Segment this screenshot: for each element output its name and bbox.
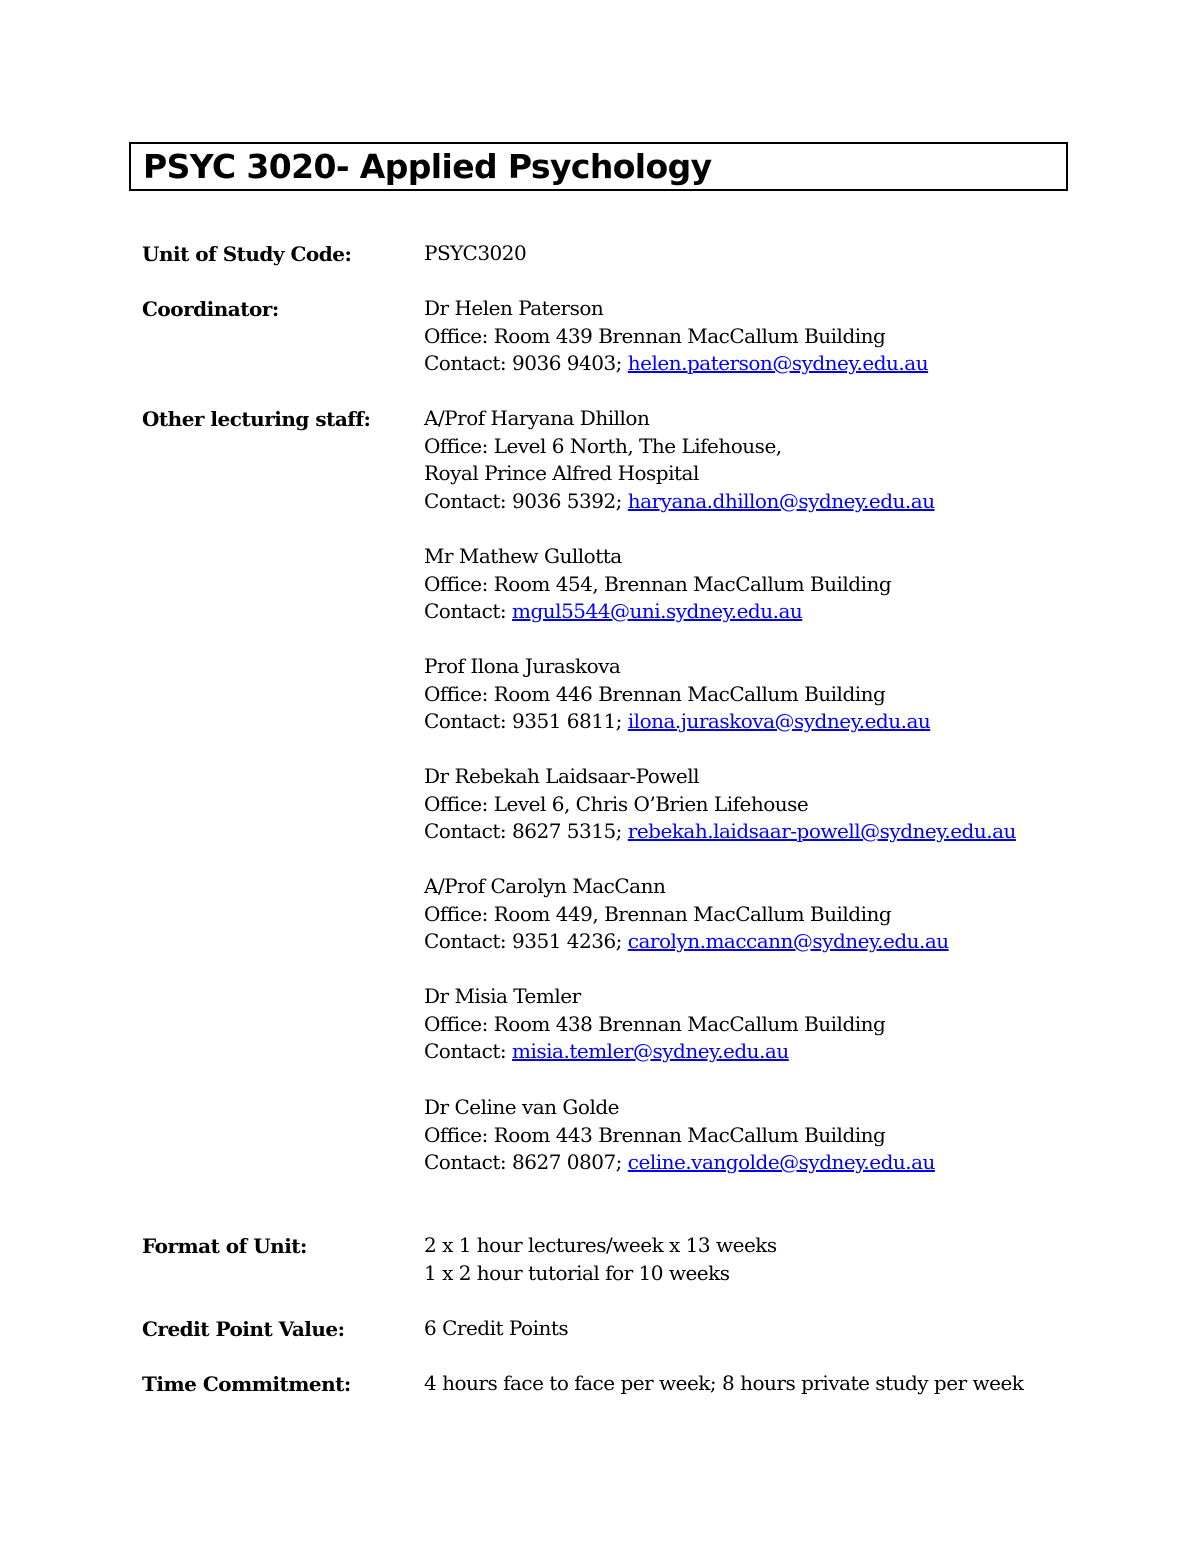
staff-contact xyxy=(424,708,930,736)
staff-email-link[interactable]: ilona.juraskova@sydney.edu.au xyxy=(627,709,931,734)
staff-contact xyxy=(424,598,891,626)
staff-email-link[interactable]: carolyn.maccann@sydney.edu.au xyxy=(627,929,949,954)
staff-block-maccann xyxy=(424,873,949,956)
credit-label: Credit Point Value: xyxy=(142,1317,345,1341)
staff-name: A/Prof Carolyn MacCann xyxy=(424,874,666,898)
staff-contact-prefix: Contact: 9351 6811; xyxy=(424,709,622,734)
coordinator-label: Coordinator: xyxy=(142,297,279,321)
credit-block xyxy=(424,1315,568,1343)
staff-office: Office: Level 6, Chris O’Brien Lifehouse xyxy=(424,791,809,816)
staff-office: Office: Room 454, Brennan MacCallum Building xyxy=(424,571,892,596)
staff-contact-prefix: Contact: 8627 5315; xyxy=(424,819,622,844)
time-block xyxy=(424,1370,1023,1398)
staff-office: Office: Room 449, Brennan MacCallum Building xyxy=(424,901,892,926)
staff-name: Mr Mathew Gullotta xyxy=(424,544,622,568)
staff-name: Dr Rebekah Laidsaar-Powell xyxy=(424,764,700,788)
time-label: Time Commitment: xyxy=(142,1372,351,1396)
staff-contact xyxy=(424,488,935,516)
unit-code-value: PSYC3020 xyxy=(424,241,527,265)
coordinator-contact xyxy=(424,350,928,378)
staff-block-laidsaar-powell xyxy=(424,763,1016,846)
staff-contact xyxy=(424,1149,935,1177)
credit-value: 6 Credit Points xyxy=(424,1316,569,1340)
page-title: PSYC 3020- Applied Psychology xyxy=(143,147,712,186)
staff-office-line2: Royal Prince Alfred Hospital xyxy=(424,461,699,486)
staff-block-juraskova xyxy=(424,653,930,736)
staff-contact-prefix: Contact: xyxy=(424,1039,507,1064)
staff-name: Dr Misia Temler xyxy=(424,984,581,1008)
time-value: 4 hours face to face per week; 8 hours private study per week xyxy=(424,1371,1024,1395)
staff-email-link[interactable]: misia.temler@sydney.edu.au xyxy=(512,1039,789,1064)
staff-contact-prefix: Contact: 9036 5392; xyxy=(424,488,622,513)
format-block xyxy=(424,1232,777,1287)
staff-block-temler xyxy=(424,983,885,1066)
staff-contact-prefix: Contact: xyxy=(424,599,507,624)
other-staff-label: Other lecturing staff: xyxy=(142,407,371,431)
format-line-2: 1 x 2 hour tutorial for 10 weeks xyxy=(424,1260,730,1285)
staff-name: Dr Celine van Golde xyxy=(424,1095,619,1119)
staff-name: A/Prof Haryana Dhillon xyxy=(424,406,650,430)
unit-code-value-block xyxy=(424,240,526,268)
staff-contact-prefix: Contact: 9351 4236; xyxy=(424,929,622,954)
staff-email-link[interactable]: haryana.dhillon@sydney.edu.au xyxy=(627,488,935,513)
staff-block-van-golde xyxy=(424,1094,935,1177)
staff-email-link[interactable]: mgul5544@uni.sydney.edu.au xyxy=(512,599,803,624)
format-line-1: 2 x 1 hour lectures/week x 13 weeks xyxy=(424,1233,777,1257)
coordinator-block xyxy=(424,295,928,378)
staff-email-link[interactable]: celine.vangolde@sydney.edu.au xyxy=(627,1150,935,1175)
staff-contact xyxy=(424,928,949,956)
staff-block-gullotta xyxy=(424,543,891,626)
coordinator-name: Dr Helen Paterson xyxy=(424,296,604,320)
staff-office: Office: Room 446 Brennan MacCallum Building xyxy=(424,681,886,706)
title-box xyxy=(129,142,1068,191)
coordinator-office: Office: Room 439 Brennan MacCallum Building xyxy=(424,323,886,348)
staff-office: Office: Room 438 Brennan MacCallum Building xyxy=(424,1011,886,1036)
staff-contact xyxy=(424,1038,885,1066)
unit-code-label: Unit of Study Code: xyxy=(142,242,352,266)
format-label: Format of Unit: xyxy=(142,1234,307,1258)
coordinator-email-link[interactable]: helen.paterson@sydney.edu.au xyxy=(627,351,929,376)
staff-contact xyxy=(424,818,1016,846)
staff-email-link[interactable]: rebekah.laidsaar-powell@sydney.edu.au xyxy=(627,819,1016,844)
staff-block-dhillon xyxy=(424,405,935,515)
staff-contact-prefix: Contact: 8627 0807; xyxy=(424,1150,622,1175)
staff-office: Office: Level 6 North, The Lifehouse, xyxy=(424,433,782,458)
staff-office: Office: Room 443 Brennan MacCallum Building xyxy=(424,1122,886,1147)
staff-name: Prof Ilona Juraskova xyxy=(424,654,621,678)
coordinator-contact-prefix: Contact: 9036 9403; xyxy=(424,351,622,376)
